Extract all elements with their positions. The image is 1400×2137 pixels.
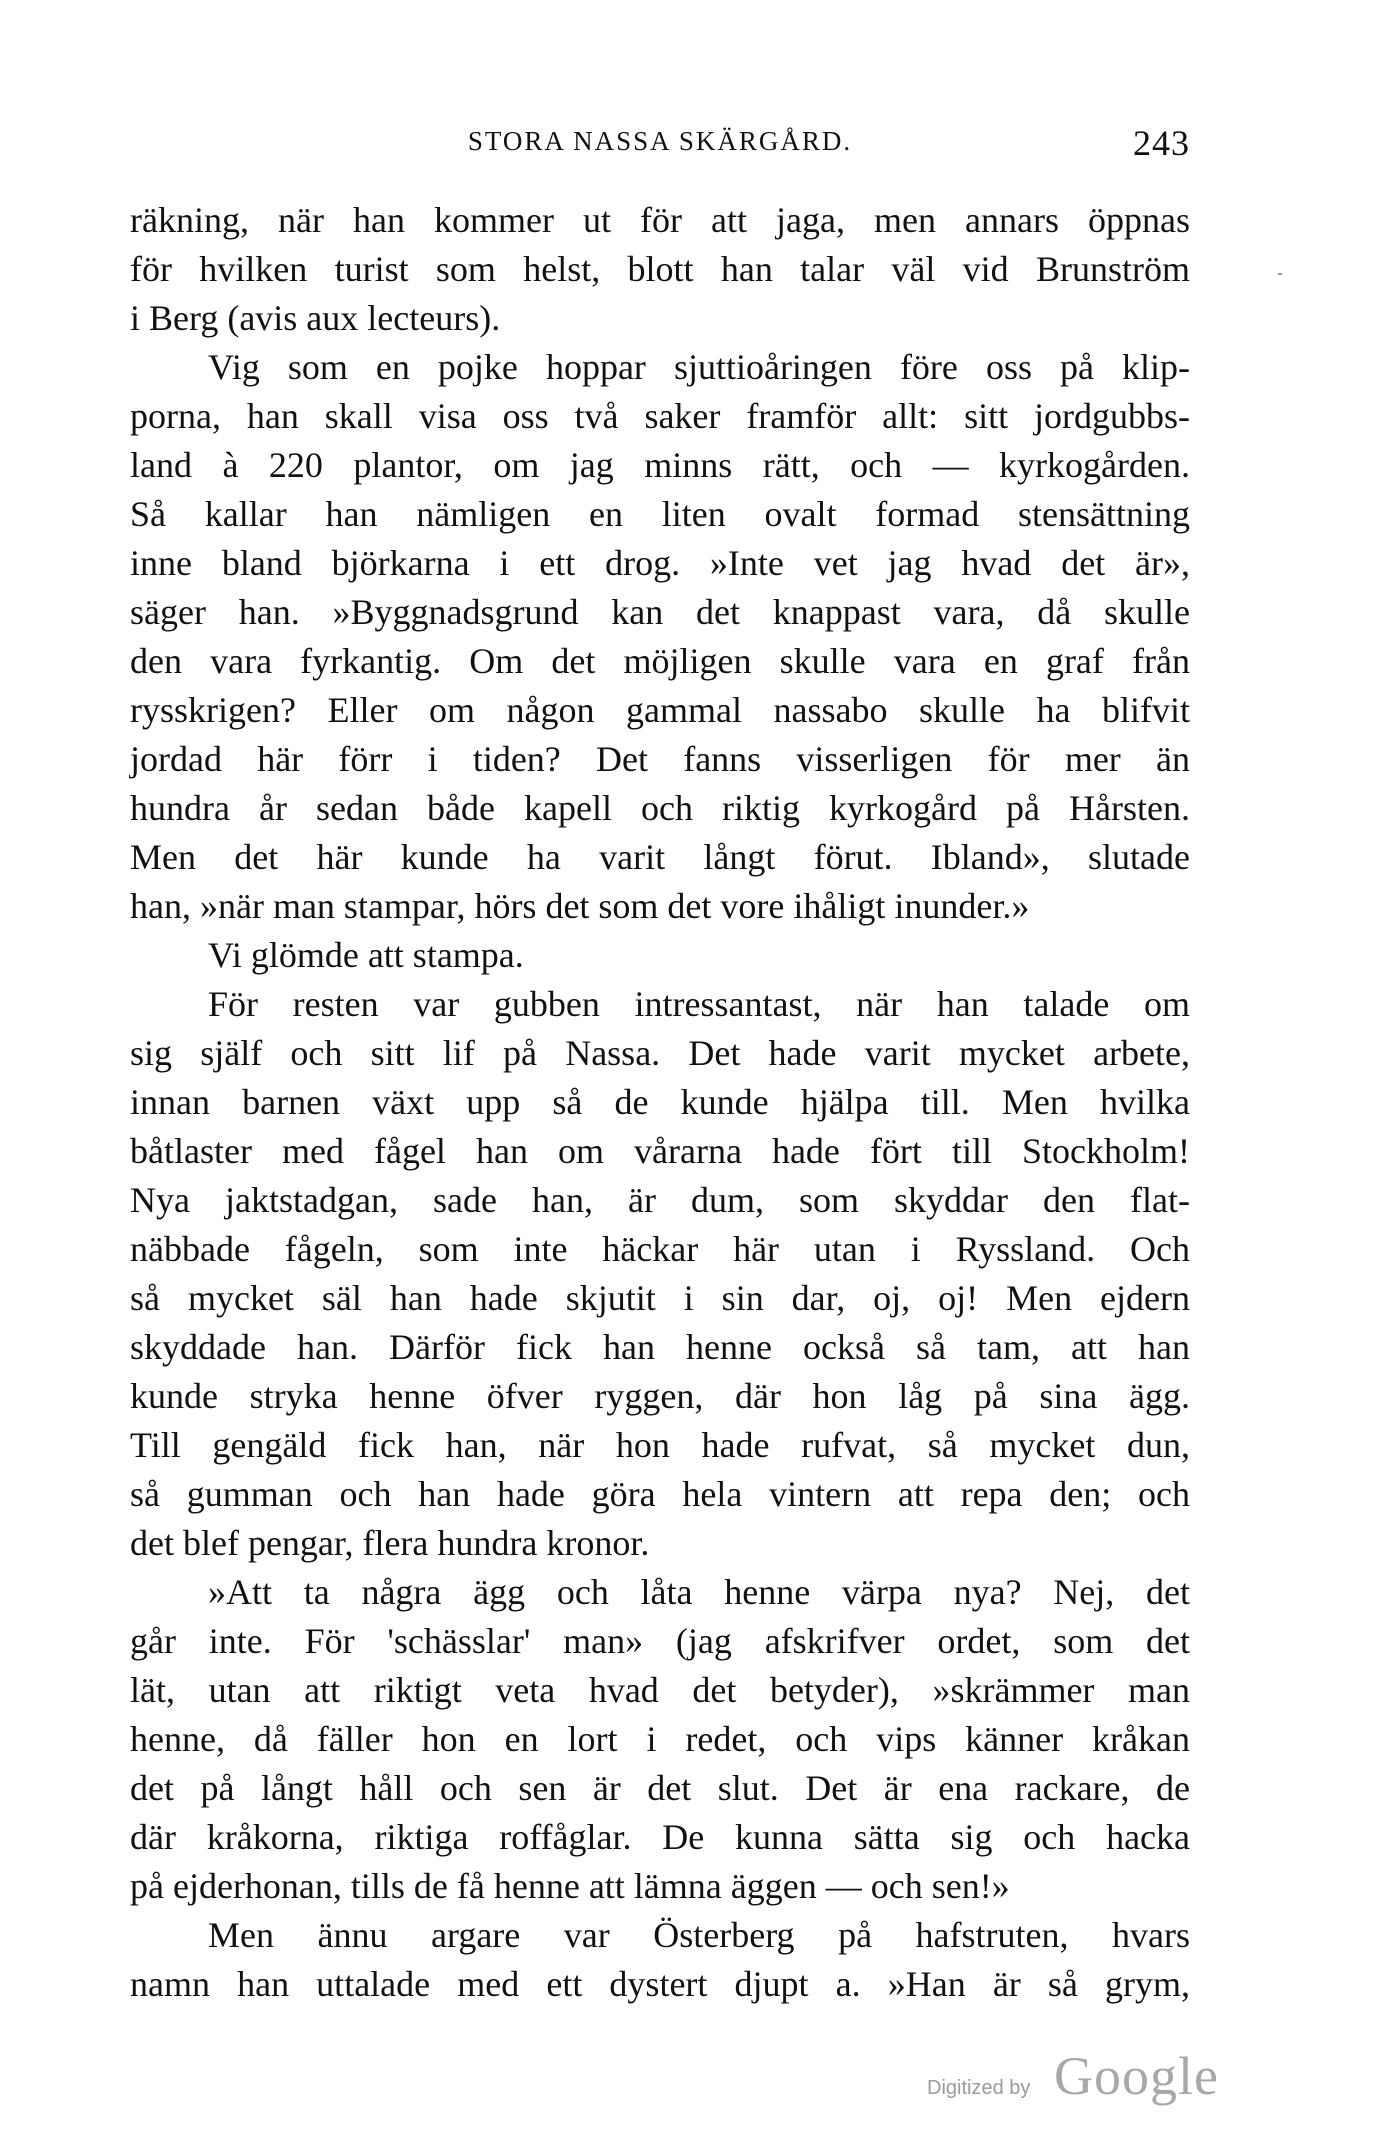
text-line: för hvilken turist som helst, blott han talar väl vid Brunström — [130, 249, 1190, 289]
text-line: det på långt håll och sen är det slut. Det är ena rackare, de — [130, 1768, 1190, 1808]
text-line: där kråkorna, riktiga roffåglar. De kunna sätta sig och hacka — [130, 1817, 1190, 1857]
text-line: porna, han skall visa oss två saker framför allt: sitt jordgubbs- — [130, 396, 1190, 436]
text-line: han, »när man stampar, hörs det som det vore ihåligt inunder.» — [130, 886, 1030, 926]
print-speck — [1278, 273, 1282, 275]
google-logo: Google — [1054, 2046, 1219, 2106]
text-line: sig själf och sitt lif på Nassa. Det hade varit mycket arbete, — [130, 1033, 1190, 1073]
text-line: båtlaster med fågel han om vårarna hade fört till Stockholm! — [130, 1131, 1190, 1171]
text-line: kunde stryka henne öfver ryggen, där hon låg på sina ägg. — [130, 1376, 1190, 1416]
text-line: henne, då fäller hon en lort i redet, och vips känner kråkan — [130, 1719, 1190, 1759]
text-line: näbbade fågeln, som inte häckar här utan i Ryssland. Och — [130, 1229, 1190, 1269]
text-line: Till gengäld fick han, när hon hade rufvat, så mycket dun, — [130, 1425, 1190, 1465]
text-line: jordad här förr i tiden? Det fanns visserligen för mer än — [130, 739, 1190, 779]
body-text — [130, 196, 1190, 2009]
running-head: STORA NASSA SKÄRGÅRD. — [467, 126, 853, 156]
text-line: Så kallar han nämligen en liten ovalt formad stensättning — [130, 494, 1190, 534]
page-number: 243 — [1133, 123, 1190, 163]
text-line: så gumman och han hade göra hela vintern att repa den; och — [130, 1474, 1190, 1514]
text-line: så mycket säl han hade skjutit i sin dar, oj, oj! Men ejdern — [130, 1278, 1190, 1318]
text-line: den vara fyrkantig. Om det möjligen skulle vara en graf från — [130, 641, 1190, 681]
text-line: Nya jaktstadgan, sade han, är dum, som skyddar den flat- — [130, 1180, 1190, 1220]
text-line: räkning, när han kommer ut för att jaga, men annars öppnas — [130, 200, 1190, 240]
text-line: Vi glömde att stampa. — [208, 935, 524, 975]
digitized-watermark — [927, 2045, 1227, 2115]
text-line: Men ännu argare var Österberg på hafstruten, hvars — [208, 1915, 1190, 1955]
text-line: lät, utan att riktigt veta hvad det betyder), »skrämmer man — [130, 1670, 1190, 1710]
text-line: i Berg (avis aux lecteurs). — [130, 298, 501, 338]
text-line: säger han. »Byggnadsgrund kan det knappast vara, då skulle — [130, 592, 1190, 632]
text-line: »Att ta några ägg och låta henne värpa nya? Nej, det — [208, 1572, 1190, 1612]
text-line: land à 220 plantor, om jag minns rätt, och — kyrkogården. — [130, 445, 1190, 485]
watermark-prefix: Digitized by — [927, 2077, 1031, 2099]
page-header — [130, 122, 1190, 162]
text-line: det blef pengar, flera hundra kronor. — [130, 1523, 650, 1563]
text-line: namn han uttalade med ett dystert djupt a. »Han är så grym, — [130, 1964, 1190, 2004]
text-line: inne bland björkarna i ett drog. »Inte vet jag hvad det är», — [130, 543, 1190, 583]
text-line: Men det här kunde ha varit långt förut. Ibland», slutade — [130, 837, 1190, 877]
text-line: För resten var gubben intressantast, när han talade om — [208, 984, 1190, 1024]
text-line: på ejderhonan, tills de få henne att lämna äggen — och sen!» — [130, 1866, 1010, 1906]
text-line: skyddade han. Därför fick han henne också så tam, att han — [130, 1327, 1190, 1367]
text-line: Vig som en pojke hoppar sjuttioåringen före oss på klip- — [208, 347, 1190, 387]
text-line: hundra år sedan både kapell och riktig kyrkogård på Hårsten. — [130, 788, 1190, 828]
text-line: innan barnen växt upp så de kunde hjälpa till. Men hvilka — [130, 1082, 1190, 1122]
text-line: går inte. För 'schässlar' man» (jag afskrifver ordet, som det — [130, 1621, 1190, 1661]
text-line: rysskrigen? Eller om någon gammal nassabo skulle ha blifvit — [130, 690, 1190, 730]
